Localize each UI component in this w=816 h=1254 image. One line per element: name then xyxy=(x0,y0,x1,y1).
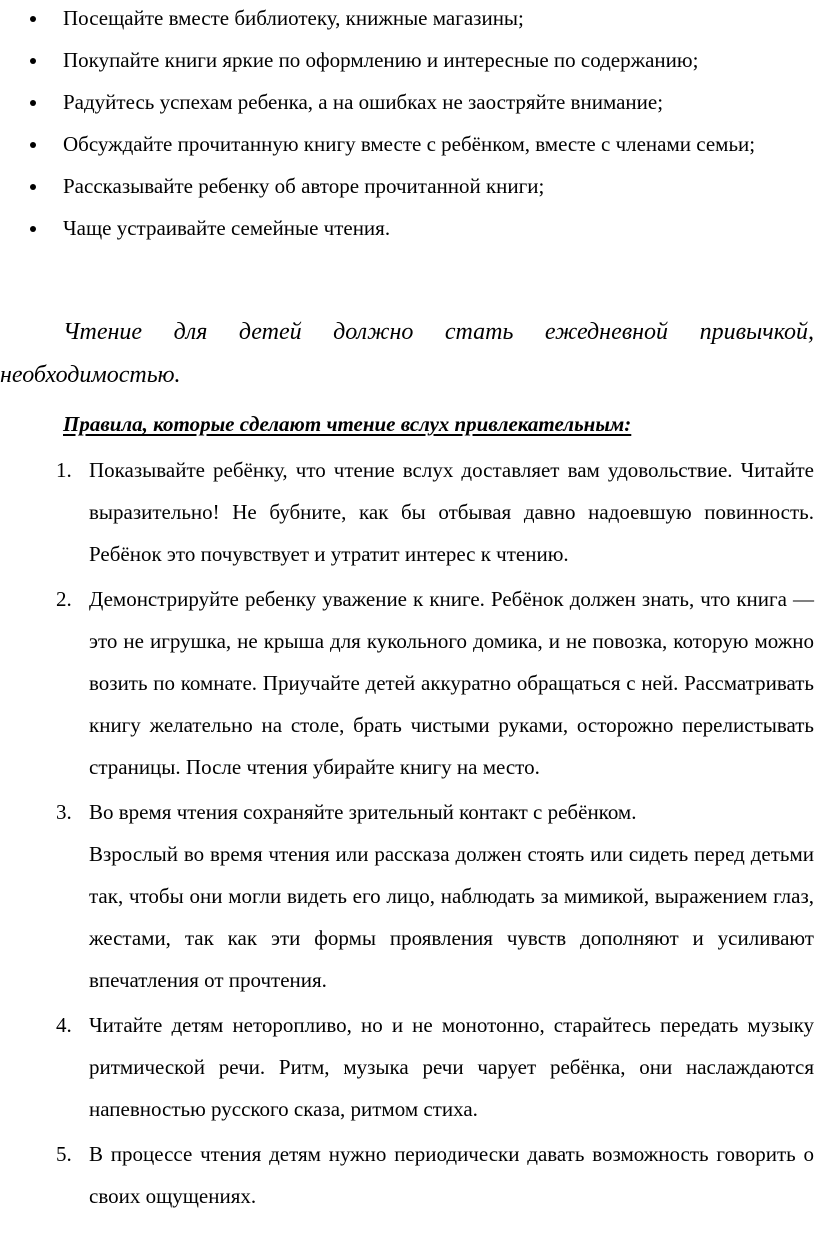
bullet-dot-icon xyxy=(30,226,36,232)
bullet-text: Покупайте книги яркие по оформлению и интересные по содержанию; xyxy=(63,48,699,72)
rule-text: Взрослый во время чтения или рассказа должен стоять или сидеть перед детьми так, чтобы они могли видеть его лицо, наблюдать за мимикой, выражением глаз, жестами, так как эти формы проявления чувств дополняют и усиливают впечатления от прочтения. xyxy=(89,842,814,992)
bullet-item xyxy=(0,81,816,123)
reading-habit-statement xyxy=(0,311,814,397)
rule-text: Во время чтения сохраняйте зрительный контакт с ребёнком. xyxy=(89,800,637,824)
rule-text: Показывайте ребёнку, что чтение вслух доставляет вам удовольствие. Читайте выразительно! Не бубните, как бы отбывая давно надоевшую повинность. Ребёнок это почувствует и утратит интерес к чтению. xyxy=(89,458,814,566)
rule-item xyxy=(0,1004,816,1130)
bullet-item xyxy=(0,39,816,81)
rule-number: 5. xyxy=(56,1142,72,1166)
rules-numbered-list xyxy=(0,449,816,1217)
bullet-dot-icon xyxy=(30,142,36,148)
rule-text: Демонстрируйте ребенку уважение к книге. Ребёнок должен знать, что книга — это не игрушка, не крыша для кукольного домика, и не повозка, которую можно возить по комнате. Приучайте детей аккуратно обращаться с ней. Рассматривать книгу желательно на столе, брать чистыми руками, осторожно перелистывать страницы. После чтения убирайте книгу на место. xyxy=(89,587,814,779)
rule-item xyxy=(0,791,816,1001)
rule-item xyxy=(0,449,816,575)
bullet-dot-icon xyxy=(30,58,36,64)
bullet-dot-icon xyxy=(30,184,36,190)
bullet-dot-icon xyxy=(30,100,36,106)
bullet-text: Чаще устраивайте семейные чтения. xyxy=(63,216,391,240)
bullet-item xyxy=(0,207,816,249)
rule-text: В процессе чтения детям нужно периодически давать возможность говорить о своих ощущениях. xyxy=(89,1142,814,1208)
rule-number: 3. xyxy=(56,800,72,824)
rules-heading: Правила, которые сделают чтение вслух привлекательным: xyxy=(63,412,632,436)
bullet-item xyxy=(0,165,816,207)
statement-line-1: Чтение для детей должно стать ежедневной привычкой, xyxy=(63,319,814,345)
rule-item xyxy=(0,578,816,788)
bullet-text: Радуйтесь успехам ребенка, а на ошибках не заостряйте внимание; xyxy=(63,90,664,114)
bullet-dot-icon xyxy=(30,16,36,22)
tips-bullet-list xyxy=(0,0,816,249)
bullet-item xyxy=(0,123,816,165)
bullet-text: Рассказывайте ребенку об авторе прочитанной книги; xyxy=(63,174,545,198)
bullet-text: Посещайте вместе библиотеку, книжные магазины; xyxy=(63,6,524,30)
statement-line-2: необходимостью. xyxy=(0,362,181,388)
rule-number: 4. xyxy=(56,1013,72,1037)
rule-item xyxy=(0,1133,816,1217)
rule-number: 1. xyxy=(56,458,72,482)
rule-text: Читайте детям неторопливо, но и не монотонно, старайтесь передать музыку ритмической речи. Ритм, музыка речи чарует ребёнка, они наслаждаются напевностью русского сказа, ритмом стиха. xyxy=(89,1013,814,1121)
bullet-item xyxy=(0,0,816,39)
rule-number: 2. xyxy=(56,587,72,611)
bullet-text: Обсуждайте прочитанную книгу вместе с ребёнком, вместе с членами семьи; xyxy=(63,132,756,156)
